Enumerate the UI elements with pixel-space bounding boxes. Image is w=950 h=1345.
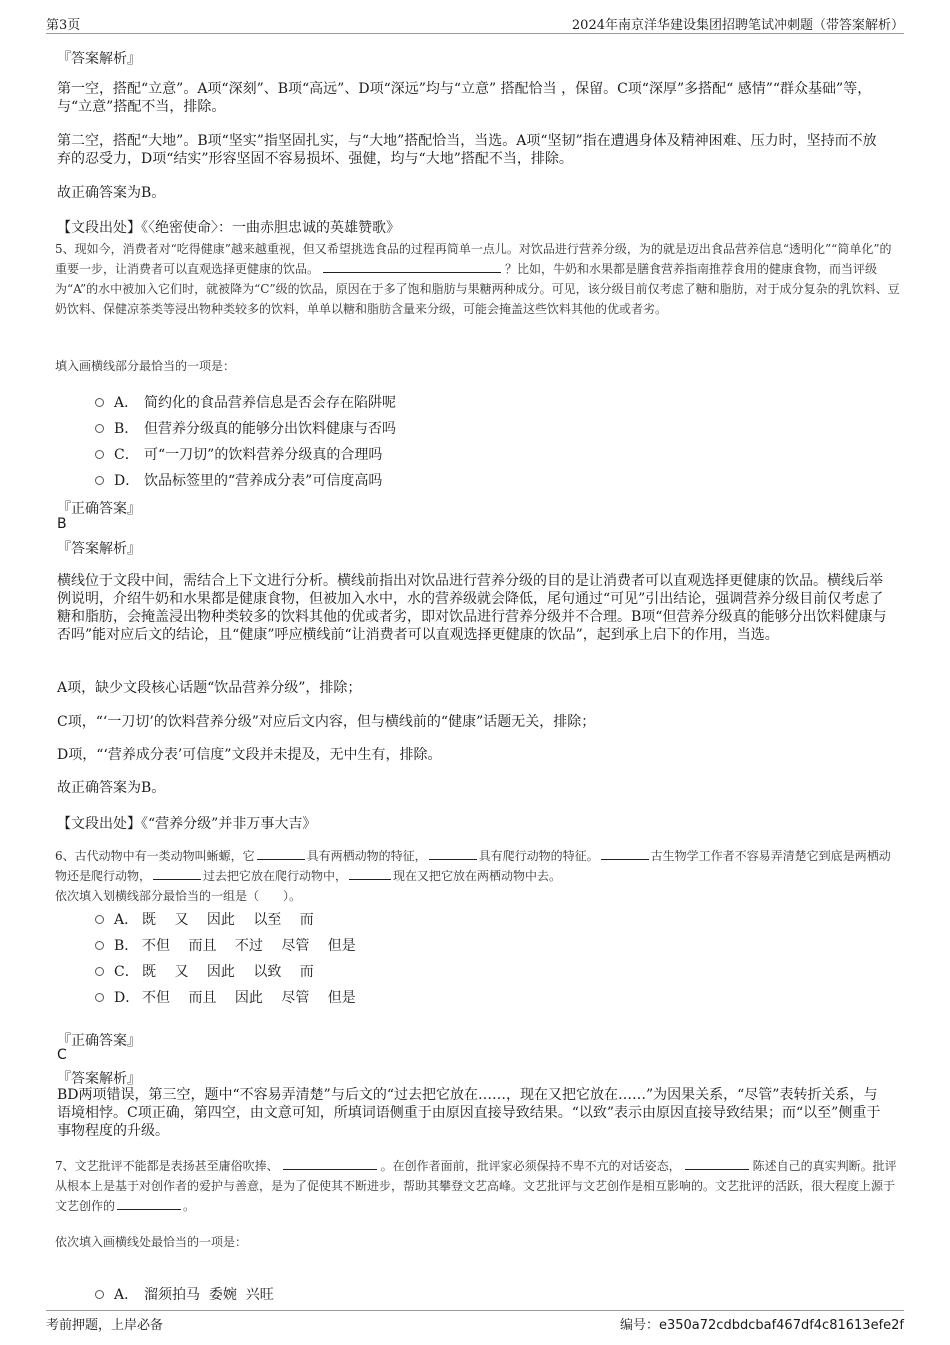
header-divider: [46, 33, 904, 34]
q6-option-c[interactable]: C． 既 又 因此 以致 而: [95, 961, 314, 981]
radio-icon[interactable]: [95, 993, 104, 1002]
radio-icon[interactable]: [95, 424, 104, 433]
q5-analysis-paragraph-2: A项，缺少文段核心话题“饮品营养分级”，排除；: [57, 680, 362, 696]
q6-option-b[interactable]: B． 不但 而且 不过 尽管 但是: [95, 935, 356, 955]
q6-option-d[interactable]: D． 不但 而且 因此 尽管 但是: [95, 987, 356, 1007]
radio-icon[interactable]: [95, 967, 104, 976]
q5-stem-part-a: 5、现如今，消费者对“吃得健康”越来越重视，但又希望挑选食品的过程再简单一点儿。对饮品进行营养分级，为的就是迈出食品营养信息“透明化”“简单化”的重要一步，让消费者可以直观选择更健康的饮品。: [55, 242, 892, 276]
q6-blank-3: [601, 847, 649, 860]
q5-stem-part-b: ？比如，牛奶和水果都是膳食营养指南推荐食用的健康食物，而当评级为“A”的水中被加入它们时，就被降为“C”级的饮品，原因在于多了饱和脂肪与果糖两种成分。可见，该分级目前仅考虑了糖和脂肪，对于成分复杂的乳饮料、豆奶饮料、保健凉茶类等浸出物种类较多的饮料，单单以糖和脂肪含量来分级，可能会掩盖这些饮料其他的优或者劣。: [55, 262, 900, 316]
q5-analysis-paragraph-1: 横线位于文段中间，需结合上下文进行分析。横线前指出对饮品进行营养分级的目的是让消费者可以直观选择更健康的饮品。横线后举例说明，介绍牛奶和水果都是健康食物，但被加入水中，水的营养级就会降低，尾句通过“可见”引出结论，强调营养分级目前仅考虑了糖和脂肪，会掩盖浸出物种类较多的饮料其他的优或者劣，即对饮品进行营养分级并不合理。B项“但营养分级真的能够分出饮料健康与否吗”能对应后文的结论，且“健康”呼应横线前“让消费者可以直观选择更健康的饮品”，起到承上启下的作用，当选。: [57, 573, 887, 643]
page-header: [0, 0, 950, 36]
q4-analysis-paragraph-1: 第一空，搭配“立意”。A项“深刻”、B项“高远”、D项“深远”均与“立意” 搭配恰当 ，保留。C项“深厚”多搭配“ 感情”“群众基础”等，与“立意”搭配不当，排除。: [57, 81, 872, 115]
q5-answer: B: [57, 516, 67, 532]
q6-answer: C: [57, 1047, 67, 1063]
q7-option-a[interactable]: A． 溜须拍马 委婉 兴旺: [95, 1284, 274, 1304]
q4-analysis-paragraph-2: 第二空，搭配“大地”。B项“坚实”指坚固扎实，与“大地”搭配恰当，当选。A项“坚韧”指在遭遇身体及精神困难、压力时，坚持而不放弃的忍受力，D项“结实”形容坚固不容易损坏、强健，均与“大地”搭配不当，排除。: [57, 133, 877, 167]
q5-analysis-paragraph-4: D项，“‘营养成分表’可信度”文段并未提及，无中生有，排除。: [57, 747, 442, 763]
radio-icon[interactable]: [95, 476, 104, 485]
q6-blank-2: [429, 847, 477, 860]
footer-slogan: 考前押题，上岸必备: [46, 1318, 164, 1333]
q5-conclusion: 故正确答案为B。: [57, 780, 166, 796]
q6-blank-4: [153, 867, 201, 880]
q7-blank-1: [283, 1157, 377, 1170]
page-number: 第3页: [46, 18, 81, 33]
radio-icon[interactable]: [95, 398, 104, 407]
q5-option-d[interactable]: D． 饮品标签里的“营养成分表”可信度高吗: [95, 470, 382, 490]
q5-option-b[interactable]: B． 但营养分级真的能够分出饮料健康与否吗: [95, 418, 396, 438]
document-id: 编号：e350a72cdbdcbaf467df4c81613efe2f: [619, 1318, 904, 1333]
q6-analysis: BD两项错误，第三空，题中“不容易弄清楚”与后文的“过去把它放在……，现在又把它放在……”为因果关系，“尽管”表转折关系，与语境相悖。C项正确，第四空，由文意可知，所填词语侧重于由原因直接导致结果。“以致”表示由原因直接导致结果；而“以至”侧重于事物程度的升级。: [57, 1087, 881, 1139]
q7-blank-2: [685, 1157, 749, 1170]
answer-label: 『正确答案』: [57, 1033, 141, 1049]
analysis-label: 『答案解析』: [57, 1071, 141, 1087]
radio-icon[interactable]: [95, 915, 104, 924]
q5-source: 【文段出处】《“营养分级”并非万事大吉》: [57, 816, 317, 832]
q5-option-a[interactable]: A． 简约化的食品营养信息是否会存在陷阱呢: [95, 392, 396, 412]
radio-icon[interactable]: [95, 1290, 104, 1299]
q6-stem: 6、古代动物中有一类动物叫蜥螈，它 具有两栖动物的特征， 具有爬行动物的特征。 古生物学工作者不容易弄清楚它到底是两栖动物还是爬行动物， 过去把它放在爬行动物中， 现在又把它放在两栖动物中去。: [55, 849, 891, 883]
q4-source: 【文段出处】《〈绝密使命〉：一曲赤胆忠诚的英雄赞歌》: [57, 220, 400, 236]
analysis-label: 『答案解析』: [57, 51, 141, 67]
radio-icon[interactable]: [95, 450, 104, 459]
q7-stem: 7、文艺批评不能都是表扬甚至庸俗吹捧、 。在创作者面前，批评家必须保持不卑不亢的对话姿态， 陈述自己的真实判断。批评从根本上是基于对创作者的爱护与善意，是为了促使其不断进步，帮助其攀登文艺高峰。文艺批评与文艺创作是相互影响的。文艺批评的活跃，很大程度上源于文艺创作的 。: [55, 1159, 897, 1213]
footer-divider: [46, 1310, 904, 1311]
radio-icon[interactable]: [95, 941, 104, 950]
q5-stem: [55, 239, 900, 319]
q5-option-c[interactable]: C． 可“一刀切”的饮料营养分级真的合理吗: [95, 444, 382, 464]
answer-label: 『正确答案』: [57, 501, 141, 517]
q7-instruction: 依次填入画横线处最恰当的一项是：: [55, 1235, 248, 1249]
analysis-label: 『答案解析』: [57, 541, 141, 557]
q6-blank-5: [349, 867, 391, 880]
q4-conclusion: 故正确答案为B。: [57, 185, 166, 201]
q5-blank: [323, 260, 501, 273]
q6-blank-1: [257, 847, 305, 860]
q7-blank-3: [117, 1197, 181, 1210]
q5-instruction: 填入画横线部分最恰当的一项是：: [55, 359, 236, 373]
q5-analysis-paragraph-3: C项，“‘一刀切’的饮料营养分级”对应后文内容，但与横线前的“健康”话题无关，排除；: [57, 714, 596, 730]
document-title: 2024年南京洋华建设集团招聘笔试冲刺题（带答案解析）: [571, 18, 904, 33]
q6-instruction: 依次填入划横线部分最恰当的一组是（ ）。: [55, 889, 302, 903]
q6-option-a[interactable]: A． 既 又 因此 以至 而: [95, 909, 314, 929]
